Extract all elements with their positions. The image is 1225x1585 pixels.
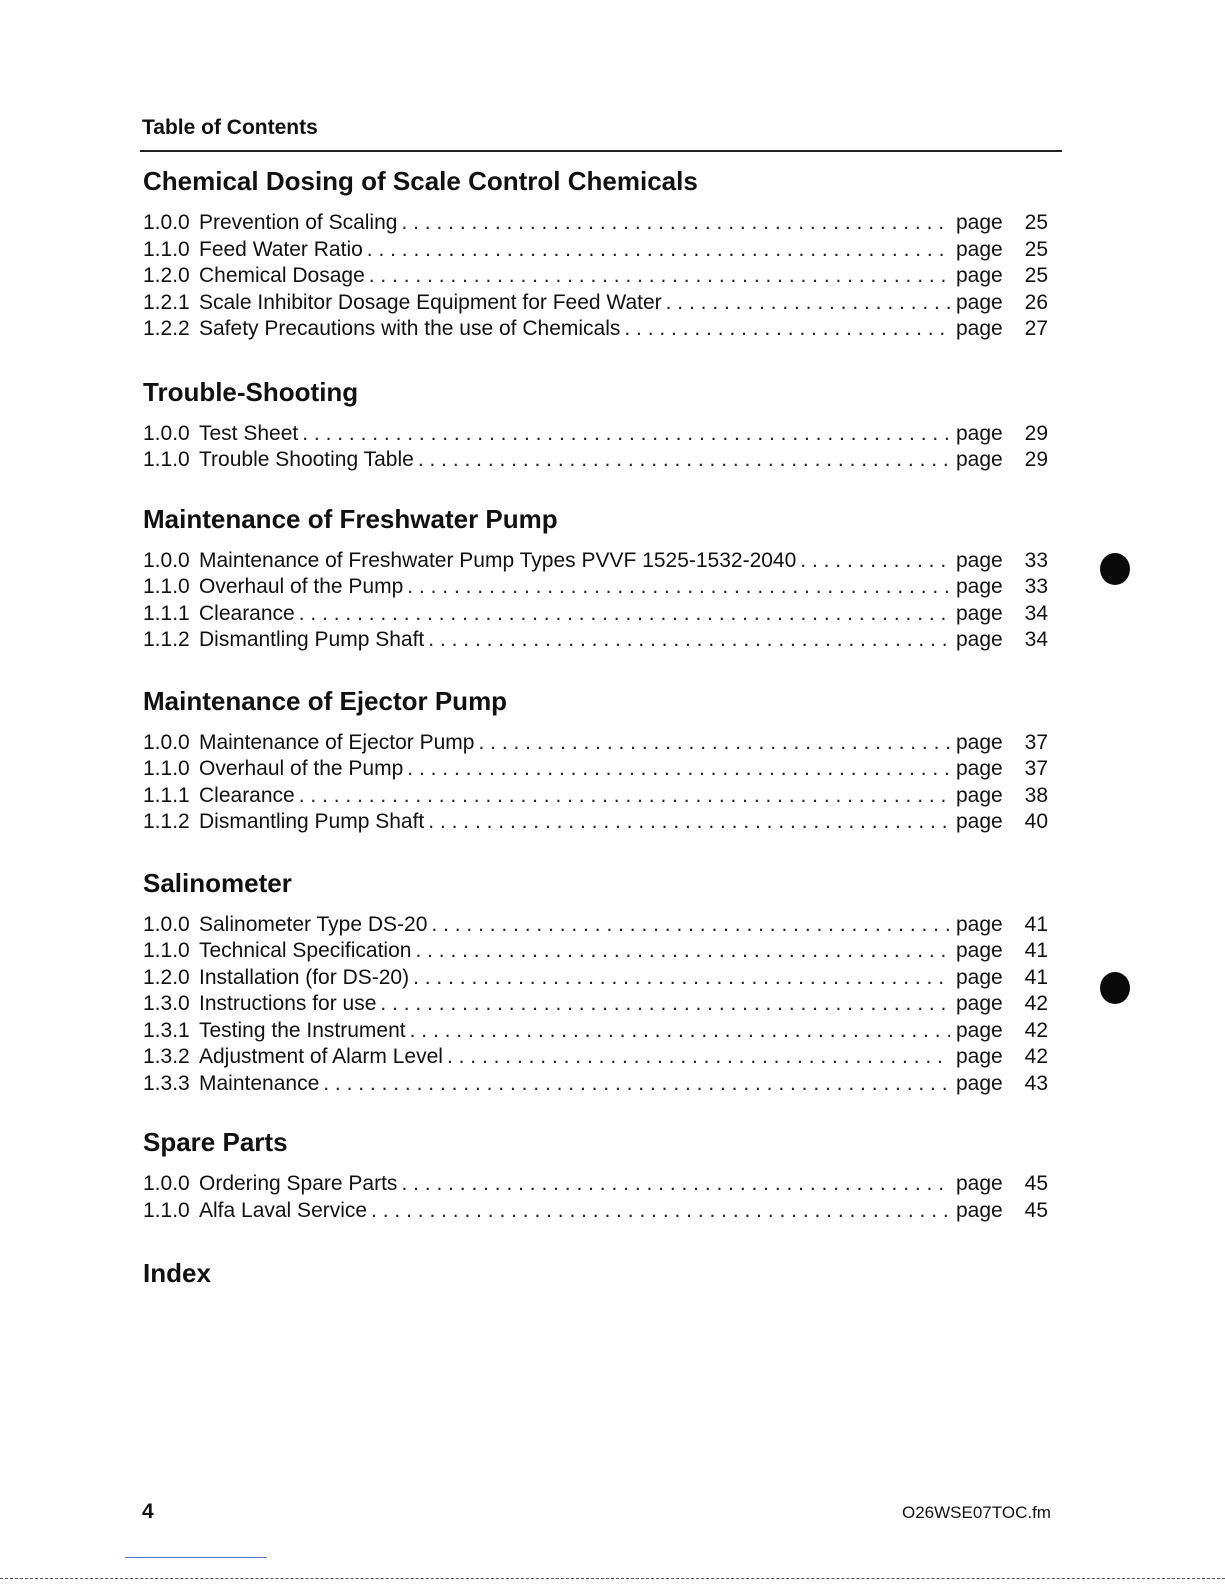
section-title: Index bbox=[143, 1258, 211, 1288]
entry-number: 1.1.2 bbox=[143, 810, 190, 833]
dot-leader bbox=[431, 912, 950, 939]
page-number: 26 bbox=[1024, 290, 1048, 314]
toc-entry[interactable] bbox=[143, 1071, 1048, 1098]
toc-entry[interactable] bbox=[143, 447, 1048, 474]
page-label: page bbox=[956, 601, 1003, 625]
entry-title: Overhaul of the Pump bbox=[199, 757, 404, 780]
entry-number: 1.3.3 bbox=[143, 1071, 190, 1095]
toc-entry[interactable] bbox=[143, 965, 1048, 992]
entry-number: 1.0.0 bbox=[143, 548, 190, 572]
entry-number: 1.1.1 bbox=[143, 783, 190, 807]
entry-number: 1.3.2 bbox=[143, 1045, 190, 1068]
section-title: Chemical Dosing of Scale Control Chemicals bbox=[143, 166, 698, 196]
entry-title: Ordering Spare Parts bbox=[199, 1172, 398, 1195]
page-number: 25 bbox=[1024, 264, 1048, 287]
page-label: page bbox=[956, 548, 1003, 572]
dot-leader bbox=[413, 965, 950, 992]
page-number: 42 bbox=[1024, 992, 1048, 1015]
entry-title: Instructions for use bbox=[199, 992, 377, 1015]
entry-title: Clearance bbox=[199, 601, 295, 625]
entry-number: 1.1.0 bbox=[143, 237, 190, 261]
dot-leader bbox=[401, 1171, 950, 1198]
page-number: 34 bbox=[1024, 628, 1048, 651]
punch-hole bbox=[1100, 972, 1130, 1004]
dot-leader bbox=[418, 447, 950, 474]
entry-title: Scale Inhibitor Dosage Equipment for Feed Water bbox=[199, 290, 662, 314]
entry-title: Clearance bbox=[199, 783, 295, 807]
dot-leader bbox=[367, 237, 950, 264]
dot-leader bbox=[401, 210, 950, 237]
section-title: Salinometer bbox=[143, 867, 292, 898]
toc-entry[interactable] bbox=[143, 290, 1048, 317]
page-label: page bbox=[956, 912, 1003, 936]
page-number: 29 bbox=[1024, 448, 1048, 471]
page-label: page bbox=[956, 1172, 1003, 1195]
dot-leader bbox=[299, 601, 950, 628]
dot-leader bbox=[428, 809, 950, 836]
dot-leader bbox=[323, 1071, 950, 1098]
page-number: 37 bbox=[1024, 757, 1048, 780]
entry-title: Chemical Dosage bbox=[199, 264, 365, 287]
toc-section bbox=[143, 164, 1048, 343]
dot-leader bbox=[369, 263, 950, 290]
entry-number: 1.1.0 bbox=[143, 757, 190, 780]
entry-number: 1.3.0 bbox=[143, 992, 190, 1015]
dot-leader bbox=[371, 1198, 950, 1225]
page-label: page bbox=[956, 757, 1003, 780]
page-label: page bbox=[956, 211, 1003, 234]
page-label: page bbox=[956, 1018, 1003, 1042]
page-number: 38 bbox=[1024, 783, 1048, 807]
dot-leader bbox=[410, 1018, 950, 1045]
entry-title: Adjustment of Alarm Level bbox=[199, 1045, 443, 1068]
page-label: page bbox=[956, 1045, 1003, 1068]
entry-number: 1.1.1 bbox=[143, 601, 190, 625]
entry-number: 1.1.0 bbox=[143, 575, 190, 598]
entry-number: 1.0.0 bbox=[143, 912, 190, 936]
toc-body bbox=[143, 164, 1048, 1302]
toc-entry[interactable] bbox=[143, 421, 1048, 448]
toc-section bbox=[143, 1256, 1048, 1290]
entry-title: Trouble Shooting Table bbox=[199, 448, 414, 471]
toc-entry[interactable] bbox=[143, 601, 1048, 628]
dot-leader bbox=[478, 730, 950, 757]
entry-number: 1.1.2 bbox=[143, 628, 190, 651]
toc-entry[interactable] bbox=[143, 1171, 1048, 1198]
entry-number: 1.3.1 bbox=[143, 1018, 190, 1042]
entry-title: Testing the Instrument bbox=[199, 1018, 406, 1042]
entry-number: 1.2.0 bbox=[143, 965, 190, 989]
dot-leader bbox=[666, 290, 950, 317]
toc-entry[interactable] bbox=[143, 574, 1048, 601]
page-number: 41 bbox=[1024, 912, 1048, 936]
page-number: 41 bbox=[1024, 939, 1048, 962]
toc-entry[interactable] bbox=[143, 316, 1048, 343]
page-number: 25 bbox=[1024, 211, 1048, 234]
dot-leader bbox=[415, 938, 950, 965]
toc-entry[interactable] bbox=[143, 1018, 1048, 1045]
dot-leader bbox=[447, 1044, 950, 1071]
page-number: 45 bbox=[1024, 1198, 1048, 1222]
toc-entry[interactable] bbox=[143, 627, 1048, 654]
page-label: page bbox=[956, 628, 1003, 651]
entry-title: Alfa Laval Service bbox=[199, 1198, 368, 1222]
page-label: page bbox=[956, 939, 1003, 962]
entry-title: Maintenance of Freshwater Pump Types PVVF 1525-1532-2040 bbox=[199, 548, 797, 572]
page-label: page bbox=[956, 237, 1003, 261]
entry-number: 1.1.0 bbox=[143, 1198, 190, 1222]
toc-entry[interactable] bbox=[143, 548, 1048, 575]
page-number: 34 bbox=[1024, 601, 1048, 625]
entry-title: Prevention of Scaling bbox=[199, 211, 398, 234]
page-label: page bbox=[956, 1198, 1003, 1222]
section-title: Maintenance of Freshwater Pump bbox=[143, 503, 558, 534]
entry-number: 1.2.0 bbox=[143, 264, 190, 287]
entry-number: 1.0.0 bbox=[143, 421, 190, 445]
toc-entry[interactable] bbox=[143, 263, 1048, 290]
toc-entry[interactable] bbox=[143, 237, 1048, 264]
page-number: 25 bbox=[1024, 237, 1048, 261]
entry-number: 1.1.0 bbox=[143, 939, 190, 962]
toc-section bbox=[143, 1125, 1048, 1224]
page-number: 42 bbox=[1024, 1045, 1048, 1068]
running-header bbox=[140, 114, 1062, 152]
dot-leader bbox=[407, 574, 950, 601]
page-label: page bbox=[956, 783, 1003, 807]
footer-page-number: 4 bbox=[142, 1500, 154, 1523]
section-title: Trouble-Shooting bbox=[143, 376, 359, 407]
dot-leader bbox=[624, 316, 950, 343]
dot-leader bbox=[428, 627, 950, 654]
scan-edge-line bbox=[125, 1557, 267, 1558]
dot-leader bbox=[299, 783, 950, 810]
entry-number: 1.1.0 bbox=[143, 448, 190, 471]
page-number: 45 bbox=[1024, 1172, 1048, 1195]
toc-section bbox=[143, 866, 1048, 1098]
toc-entry[interactable] bbox=[143, 756, 1048, 783]
page-number: 33 bbox=[1024, 548, 1048, 572]
entry-title: Maintenance of Ejector Pump bbox=[199, 730, 475, 754]
page-number: 33 bbox=[1024, 575, 1048, 598]
section-title: Maintenance of Ejector Pump bbox=[143, 685, 508, 716]
page-number: 42 bbox=[1024, 1018, 1048, 1042]
entry-number: 1.0.0 bbox=[143, 211, 190, 234]
toc-entry[interactable] bbox=[143, 210, 1048, 237]
entry-title: Test Sheet bbox=[199, 421, 299, 445]
page-edge-line bbox=[0, 1578, 1225, 1579]
toc-entry[interactable] bbox=[143, 991, 1048, 1018]
entry-title: Dismantling Pump Shaft bbox=[199, 628, 425, 651]
header-title: Table of Contents bbox=[142, 116, 318, 139]
page-label: page bbox=[956, 992, 1003, 1015]
entry-number: 1.0.0 bbox=[143, 730, 190, 754]
toc-entry[interactable] bbox=[143, 783, 1048, 810]
page-number: 27 bbox=[1024, 317, 1048, 340]
dot-leader bbox=[302, 421, 950, 448]
toc-entry[interactable] bbox=[143, 1044, 1048, 1071]
section-title: Spare Parts bbox=[143, 1127, 288, 1157]
page-label: page bbox=[956, 575, 1003, 598]
page-label: page bbox=[956, 448, 1003, 471]
entry-number: 1.2.2 bbox=[143, 317, 190, 340]
entry-title: Safety Precautions with the use of Chemicals bbox=[199, 317, 621, 340]
footer-filename: O26WSE07TOC.fm bbox=[902, 1503, 1051, 1522]
page-number: 37 bbox=[1024, 730, 1048, 754]
page-label: page bbox=[956, 290, 1003, 314]
toc-section bbox=[143, 502, 1048, 654]
page-label: page bbox=[956, 965, 1003, 989]
entry-title: Technical Specification bbox=[199, 939, 412, 962]
entry-title: Overhaul of the Pump bbox=[199, 575, 404, 598]
page-label: page bbox=[956, 317, 1003, 340]
dot-leader bbox=[407, 756, 950, 783]
entry-title: Dismantling Pump Shaft bbox=[199, 810, 425, 833]
dot-leader bbox=[380, 991, 950, 1018]
entry-title: Installation (for DS-20) bbox=[199, 965, 410, 989]
toc-section bbox=[143, 375, 1048, 474]
page-number: 43 bbox=[1024, 1071, 1048, 1095]
toc-section bbox=[143, 684, 1048, 836]
dot-leader bbox=[800, 548, 950, 575]
toc-entry[interactable] bbox=[143, 1198, 1048, 1225]
page-label: page bbox=[956, 421, 1003, 445]
toc-entry[interactable] bbox=[143, 730, 1048, 757]
page-label: page bbox=[956, 264, 1003, 287]
entry-title: Salinometer Type DS-20 bbox=[199, 912, 428, 936]
page-number: 29 bbox=[1024, 421, 1048, 445]
entry-number: 1.0.0 bbox=[143, 1172, 190, 1195]
toc-entry[interactable] bbox=[143, 938, 1048, 965]
page-number: 40 bbox=[1024, 810, 1048, 833]
page-label: page bbox=[956, 1071, 1003, 1095]
page-label: page bbox=[956, 810, 1003, 833]
toc-entry[interactable] bbox=[143, 912, 1048, 939]
entry-number: 1.2.1 bbox=[143, 290, 190, 314]
page-label: page bbox=[956, 730, 1003, 754]
entry-title: Maintenance bbox=[199, 1071, 320, 1095]
entry-title: Feed Water Ratio bbox=[199, 237, 363, 261]
page-number: 41 bbox=[1024, 965, 1048, 989]
punch-hole bbox=[1100, 553, 1130, 585]
toc-entry[interactable] bbox=[143, 809, 1048, 836]
